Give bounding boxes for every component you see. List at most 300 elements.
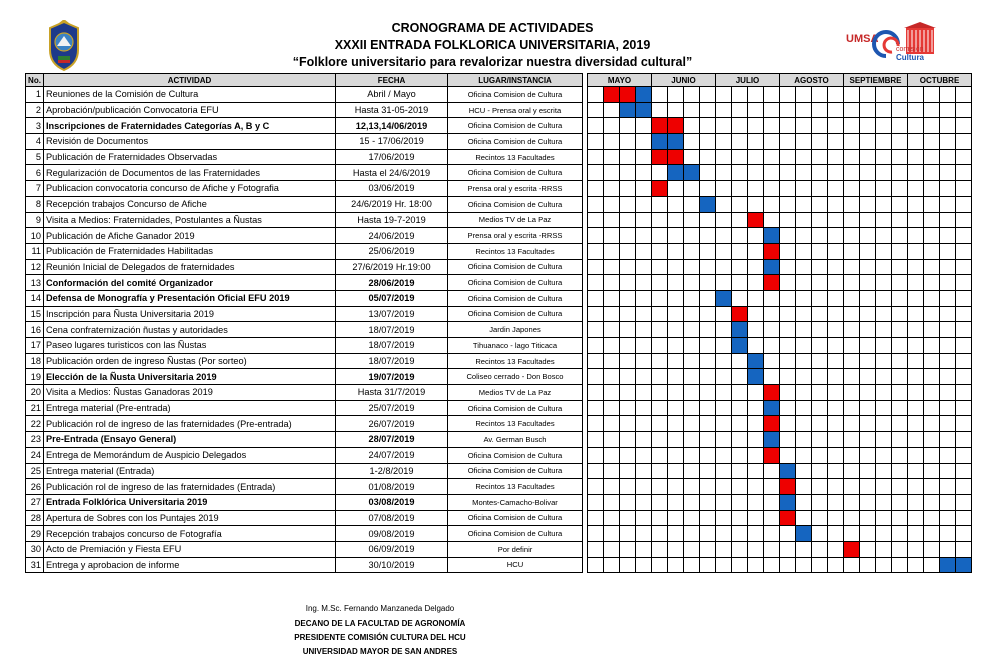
gantt-cell-empty [700,290,716,306]
gantt-cell-red [764,275,780,291]
gantt-cell-empty [812,165,828,181]
gantt-cell-empty [748,541,764,557]
gantt-cell-empty [700,118,716,134]
gantt-cell-empty [636,494,652,510]
gantt-cell-empty [940,165,956,181]
activity-date: 18/07/2019 [336,322,448,338]
table-row [26,181,972,197]
gantt-cell-empty [700,541,716,557]
gantt-cell-empty [796,369,812,385]
gantt-cell-empty [620,385,636,401]
activity-date: 30/10/2019 [336,557,448,573]
gantt-cell-empty [876,306,892,322]
gantt-cell-empty [876,479,892,495]
gantt-cell-empty [764,338,780,354]
gantt-cell-empty [716,275,732,291]
activity-date: 18/07/2019 [336,353,448,369]
gantt-cell-empty [908,118,924,134]
gantt-cell-empty [764,165,780,181]
gantt-cell-empty [684,353,700,369]
gantt-cell-empty [700,181,716,197]
gantt-cell-empty [796,87,812,103]
gantt-cell-empty [924,526,940,542]
gantt-cell-empty [700,134,716,150]
gantt-cell-empty [956,353,972,369]
gantt-cell-empty [876,369,892,385]
activity-date: 27/6/2019 Hr.19:00 [336,259,448,275]
gantt-cell-empty [668,102,684,118]
gantt-cell-empty [716,400,732,416]
gantt-cell-empty [764,463,780,479]
activity-name: Reuniones de la Comisión de Cultura [44,87,336,103]
activity-date: 05/07/2019 [336,290,448,306]
gantt-cell-empty [652,494,668,510]
gantt-cell-empty [716,196,732,212]
gantt-cell-blue [668,165,684,181]
gantt-cell-red [764,447,780,463]
gantt-cell-empty [828,181,844,197]
gantt-cell-empty [812,526,828,542]
activity-date: 07/08/2019 [336,510,448,526]
gantt-cell-red [668,149,684,165]
gantt-cell-empty [940,353,956,369]
gantt-cell-empty [796,416,812,432]
gantt-cell-empty [860,290,876,306]
gantt-cell-empty [892,181,908,197]
gantt-cell-empty [844,306,860,322]
gantt-cell-empty [588,416,604,432]
gantt-cell-empty [844,181,860,197]
gantt-cell-empty [844,494,860,510]
gantt-cell-empty [700,338,716,354]
gantt-cell-empty [604,134,620,150]
gantt-cell-empty [924,541,940,557]
gantt-cell-empty [956,447,972,463]
gantt-cell-empty [716,134,732,150]
gantt-cell-empty [940,541,956,557]
gantt-cell-empty [716,416,732,432]
table-row [26,510,972,526]
gantt-cell-empty [892,510,908,526]
month-header-mayo: MAYO [588,74,652,87]
gantt-cell-empty [812,494,828,510]
gantt-cell-empty [876,87,892,103]
gantt-cell-empty [764,134,780,150]
gantt-cell-empty [652,196,668,212]
signatory-name: Ing. M.Sc. Fernando Manzaneda Delgado [305,604,455,613]
table-row [26,87,972,103]
gantt-cell-empty [636,526,652,542]
gantt-cell-empty [748,526,764,542]
row-number: 27 [26,494,44,510]
gantt-cell-empty [748,322,764,338]
gantt-cell-empty [940,87,956,103]
gantt-cell-empty [748,447,764,463]
gantt-cell-empty [620,447,636,463]
gantt-cell-empty [876,447,892,463]
gantt-cell-empty [844,416,860,432]
gantt-cell-empty [764,118,780,134]
gantt-cell-empty [812,259,828,275]
gantt-cell-empty [748,290,764,306]
gantt-cell-empty [684,134,700,150]
gantt-cell-empty [924,118,940,134]
activity-location: Jardin Japones [448,322,583,338]
gantt-cell-empty [780,102,796,118]
table-row [26,149,972,165]
gantt-cell-empty [956,338,972,354]
activity-location: Oficina Comision de Cultura [448,400,583,416]
gantt-cell-empty [764,181,780,197]
gantt-cell-empty [668,494,684,510]
gantt-cell-empty [668,259,684,275]
gantt-cell-empty [604,243,620,259]
gantt-cell-empty [844,447,860,463]
gantt-cell-empty [652,228,668,244]
gantt-cell-empty [668,243,684,259]
gantt-cell-empty [732,259,748,275]
gantt-cell-empty [924,102,940,118]
gantt-cell-empty [892,447,908,463]
gantt-cell-empty [652,353,668,369]
activity-location: Montes-Camacho-Bolivar [448,494,583,510]
gantt-cell-empty [764,149,780,165]
gantt-cell-empty [844,463,860,479]
gantt-cell-empty [588,369,604,385]
gantt-cell-empty [748,494,764,510]
gantt-cell-empty [924,196,940,212]
gantt-cell-empty [828,369,844,385]
gantt-cell-empty [588,102,604,118]
gantt-cell-empty [956,102,972,118]
gantt-cell-empty [700,510,716,526]
gantt-cell-empty [716,322,732,338]
activity-date: 25/07/2019 [336,400,448,416]
gantt-cell-empty [796,494,812,510]
gantt-cell-blue [764,259,780,275]
table-row [26,369,972,385]
gantt-cell-empty [940,212,956,228]
gantt-cell-empty [844,134,860,150]
gantt-cell-empty [588,87,604,103]
gantt-cell-empty [636,196,652,212]
table-row [26,165,972,181]
row-number: 23 [26,432,44,448]
gantt-cell-red [764,243,780,259]
gantt-cell-empty [620,416,636,432]
gantt-cell-empty [876,165,892,181]
gantt-cell-empty [620,196,636,212]
gantt-cell-empty [668,306,684,322]
gantt-cell-red [620,87,636,103]
gantt-cell-empty [812,385,828,401]
gantt-cell-empty [956,290,972,306]
activity-location: Oficina Comision de Cultura [448,510,583,526]
gantt-cell-empty [732,416,748,432]
gantt-cell-empty [620,275,636,291]
gantt-cell-empty [716,385,732,401]
gantt-cell-empty [636,259,652,275]
row-number: 1 [26,87,44,103]
gantt-cell-empty [956,369,972,385]
gantt-cell-empty [860,338,876,354]
gantt-cell-empty [636,149,652,165]
activity-date: Hasta 19-7-2019 [336,212,448,228]
gantt-cell-empty [716,212,732,228]
gantt-cell-empty [732,134,748,150]
gantt-cell-empty [940,102,956,118]
gantt-cell-empty [732,385,748,401]
gantt-cell-empty [732,479,748,495]
gantt-cell-empty [876,212,892,228]
gantt-cell-empty [828,102,844,118]
gantt-cell-empty [908,87,924,103]
activity-name: Recepción trabajos Concurso de Afiche [44,196,336,212]
gantt-cell-empty [956,385,972,401]
gantt-cell-empty [908,306,924,322]
gantt-cell-empty [860,196,876,212]
gantt-cell-empty [636,416,652,432]
gantt-cell-empty [844,149,860,165]
gantt-cell-empty [620,228,636,244]
gantt-cell-empty [732,541,748,557]
gantt-cell-empty [732,353,748,369]
activity-location: Recintos 13 Facultades [448,243,583,259]
gantt-cell-empty [876,259,892,275]
gantt-cell-empty [684,447,700,463]
gantt-cell-empty [748,134,764,150]
gantt-cell-empty [764,102,780,118]
gantt-cell-empty [732,196,748,212]
gantt-cell-empty [812,463,828,479]
activity-name: Aprobación/publicación Convocatoria EFU [44,102,336,118]
gantt-cell-empty [588,557,604,573]
activity-name: Entrega de Memorándum de Auspicio Delegados [44,447,336,463]
gantt-cell-empty [908,447,924,463]
gantt-cell-empty [892,87,908,103]
gantt-cell-empty [828,526,844,542]
gantt-cell-empty [668,400,684,416]
activity-location: Medios TV de La Paz [448,212,583,228]
gantt-cell-empty [940,181,956,197]
gantt-cell-empty [684,541,700,557]
gantt-cell-empty [940,479,956,495]
gantt-cell-empty [732,149,748,165]
gantt-cell-empty [908,479,924,495]
gantt-cell-empty [732,369,748,385]
column-header-lugar: LUGAR/INSTANCIA [448,74,583,87]
gantt-cell-empty [844,102,860,118]
gantt-cell-empty [588,479,604,495]
gantt-cell-red [748,212,764,228]
activity-name: Revisión de Documentos [44,134,336,150]
gantt-cell-empty [700,228,716,244]
gantt-cell-empty [684,87,700,103]
table-row [26,102,972,118]
gantt-cell-empty [956,228,972,244]
gantt-cell-empty [620,181,636,197]
gantt-cell-empty [908,526,924,542]
gantt-cell-empty [844,400,860,416]
gantt-cell-empty [828,338,844,354]
gantt-cell-empty [812,181,828,197]
gantt-cell-empty [908,463,924,479]
gantt-cell-red [780,479,796,495]
gantt-cell-empty [796,510,812,526]
gantt-cell-empty [636,541,652,557]
gantt-cell-empty [684,463,700,479]
gantt-cell-empty [796,557,812,573]
gantt-cell-empty [940,228,956,244]
gantt-cell-empty [588,510,604,526]
gantt-cell-empty [940,149,956,165]
activity-name: Visita a Medios: Ñustas Ganadoras 2019 [44,385,336,401]
gantt-cell-empty [796,259,812,275]
gantt-cell-empty [684,432,700,448]
gantt-cell-empty [844,369,860,385]
activity-name: Pre-Entrada (Ensayo General) [44,432,336,448]
activity-location: Oficina Comision de Cultura [448,290,583,306]
gantt-cell-empty [684,510,700,526]
gantt-cell-empty [748,243,764,259]
gantt-cell-empty [812,118,828,134]
gantt-cell-empty [748,338,764,354]
gantt-cell-empty [860,149,876,165]
gantt-cell-empty [764,369,780,385]
gantt-cell-empty [828,322,844,338]
gantt-cell-empty [780,322,796,338]
gantt-cell-empty [924,385,940,401]
gantt-cell-empty [844,259,860,275]
gantt-cell-empty [748,165,764,181]
gantt-cell-empty [684,212,700,228]
gantt-cell-empty [748,479,764,495]
gantt-cell-empty [796,196,812,212]
gantt-cell-empty [956,134,972,150]
gantt-cell-empty [876,196,892,212]
gantt-cell-empty [652,432,668,448]
gantt-cell-empty [908,494,924,510]
activity-name: Regularización de Documentos de las Fraternidades [44,165,336,181]
gantt-cell-empty [636,463,652,479]
gantt-cell-empty [748,432,764,448]
gantt-cell-empty [892,165,908,181]
activity-date: 19/07/2019 [336,369,448,385]
gantt-cell-empty [956,479,972,495]
gantt-cell-empty [780,259,796,275]
gantt-cell-empty [796,385,812,401]
gantt-cell-empty [956,541,972,557]
activity-date: 06/09/2019 [336,541,448,557]
gantt-cell-empty [812,149,828,165]
gantt-cell-empty [636,243,652,259]
gantt-cell-empty [812,290,828,306]
gantt-cell-empty [700,526,716,542]
gantt-cell-empty [956,243,972,259]
gantt-cell-empty [908,259,924,275]
gantt-cell-empty [796,134,812,150]
gantt-cell-empty [588,338,604,354]
gantt-cell-empty [668,369,684,385]
activity-name: Reunión Inicial de Delegados de fraternidades [44,259,336,275]
gantt-cell-empty [716,369,732,385]
gantt-cell-empty [796,400,812,416]
gantt-cell-empty [844,196,860,212]
activity-date: 25/06/2019 [336,243,448,259]
gantt-cell-empty [892,322,908,338]
gantt-cell-empty [924,369,940,385]
gantt-cell-empty [876,432,892,448]
table-row [26,212,972,228]
gantt-cell-empty [796,447,812,463]
gantt-cell-empty [828,290,844,306]
gantt-cell-empty [732,118,748,134]
row-number: 26 [26,479,44,495]
activity-name: Publicación rol de ingreso de las fraternidades (Pre-entrada) [44,416,336,432]
gantt-cell-empty [620,290,636,306]
gantt-cell-empty [924,275,940,291]
month-header-octubre: OCTUBRE [908,74,972,87]
gantt-cell-empty [956,416,972,432]
gantt-cell-empty [860,369,876,385]
gantt-cell-empty [924,149,940,165]
gantt-cell-empty [908,369,924,385]
activity-name: Publicación de Fraternidades Habilitadas [44,243,336,259]
gantt-cell-empty [636,275,652,291]
gantt-cell-empty [732,212,748,228]
gantt-cell-empty [780,385,796,401]
gantt-cell-empty [636,134,652,150]
gantt-cell-empty [956,149,972,165]
gantt-cell-empty [876,118,892,134]
gantt-cell-empty [876,275,892,291]
gantt-cell-empty [700,353,716,369]
gantt-cell-empty [764,196,780,212]
gantt-cell-empty [732,400,748,416]
gantt-cell-empty [892,338,908,354]
gantt-cell-empty [636,557,652,573]
gantt-cell-empty [940,447,956,463]
column-header-no: No. [26,74,44,87]
gantt-cell-empty [716,510,732,526]
gantt-cell-empty [652,259,668,275]
gantt-cell-empty [844,87,860,103]
gantt-cell-empty [892,212,908,228]
gantt-cell-blue [748,353,764,369]
gantt-cell-empty [604,181,620,197]
gantt-cell-blue [620,102,636,118]
gantt-cell-empty [924,259,940,275]
gantt-cell-empty [844,432,860,448]
gantt-cell-empty [892,494,908,510]
gantt-cell-empty [780,526,796,542]
gantt-cell-empty [812,306,828,322]
gantt-cell-empty [876,385,892,401]
row-number: 5 [26,149,44,165]
gantt-cell-red [652,149,668,165]
row-number: 8 [26,196,44,212]
table-row [26,134,972,150]
gantt-cell-empty [924,181,940,197]
gantt-cell-empty [812,196,828,212]
gantt-cell-empty [748,259,764,275]
activity-name: Defensa de Monografía y Presentación Oficial EFU 2019 [44,290,336,306]
gantt-cell-empty [684,369,700,385]
activity-date: 12,13,14/06/2019 [336,118,448,134]
gantt-cell-empty [748,416,764,432]
gantt-cell-empty [684,416,700,432]
gantt-cell-empty [780,369,796,385]
